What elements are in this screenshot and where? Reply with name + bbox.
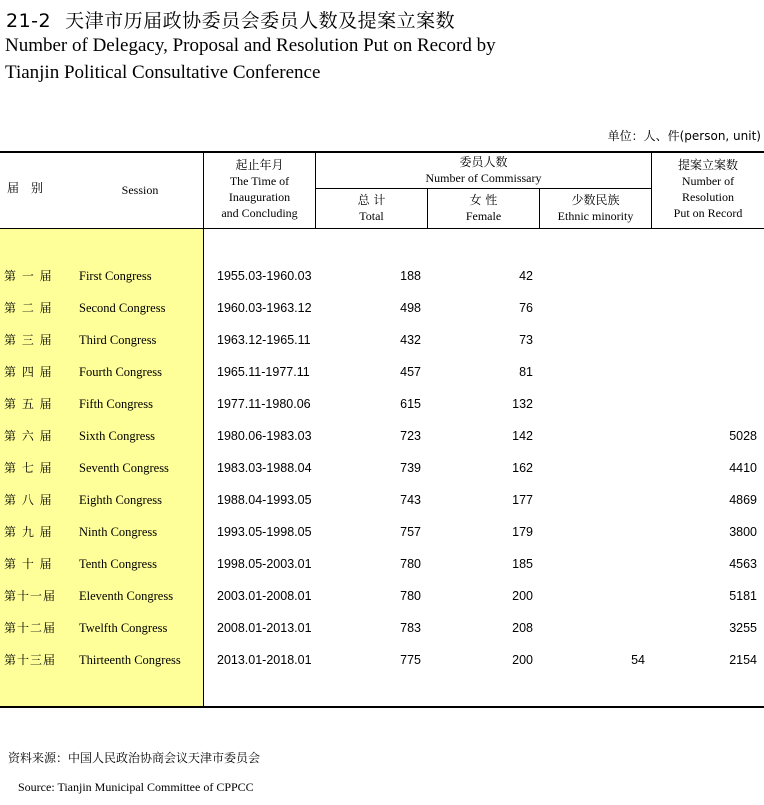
table-row [0,522,764,542]
session-en: Second Congress [79,301,166,315]
session-cn: 第 九 届 [4,525,53,539]
session-cn: 第 五 届 [4,397,53,411]
table-bottom-border [0,706,764,708]
total-value: 739 [400,461,421,475]
total-value: 783 [400,621,421,635]
session-en: First Congress [79,269,152,283]
session-cn: 第 八 届 [4,493,53,507]
session-cn: 第 一 届 [4,269,53,283]
resolution-value: 3255 [729,621,757,635]
header-bottom-line [0,228,764,229]
table-number: 21-2 [6,10,52,32]
female-value: 177 [512,493,533,507]
table-row [0,266,764,286]
total-value: 723 [400,429,421,443]
total-value: 780 [400,589,421,603]
session-cn: 第十一届 [4,589,57,603]
header-resolution: 提案立案数 Number of Resolution Put on Record [673,158,743,220]
session-en: Eleventh Congress [79,589,174,603]
total-value: 188 [400,269,421,283]
total-value: 615 [400,397,421,411]
session-en: Seventh Congress [79,461,169,475]
female-value: 42 [519,269,533,283]
table-row [0,330,764,350]
female-value: 179 [512,525,533,539]
session-en: Fifth Congress [79,397,153,411]
header-commissary: 委员人数 Number of Commissary [425,155,542,185]
page-title-cn [6,6,455,33]
female-value: 142 [512,429,533,443]
session-en: Thirteenth Congress [79,653,181,667]
female-value: 162 [512,461,533,475]
female-value: 200 [512,589,533,603]
session-cn: 第 七 届 [4,461,53,475]
session-en: Twelfth Congress [79,621,168,635]
table-row [0,362,764,382]
session-time: 1980.06-1983.03 [217,429,312,443]
commissary-subheader-line [315,188,652,189]
table-top-border [0,151,764,153]
total-value: 743 [400,493,421,507]
female-value: 200 [512,653,533,667]
source-note-en: Source: Tianjin Municipal Committee of CPPCC [18,780,254,794]
session-time: 1977.11-1980.06 [217,397,311,411]
header-female: 女 性 Female [465,193,502,223]
session-cn: 第十三届 [4,653,57,667]
title-cn-text: 天津市历届政协委员会委员人数及提案立案数 [65,10,456,32]
resolution-value: 4563 [729,557,757,571]
header-session-cn: 届 别 [6,181,43,195]
ethnic-value: 54 [631,653,645,667]
table-row [0,650,764,670]
page-title-en-line1: Number of Delegacy, Proposal and Resolution Put on Record by [5,35,496,56]
table-row [0,618,764,638]
total-value: 780 [400,557,421,571]
resolution-value: 4869 [729,493,757,507]
session-time: 1963.12-1965.11 [217,333,311,347]
table-row [0,554,764,574]
resolution-value: 3800 [729,525,757,539]
session-en: Tenth Congress [79,557,157,571]
session-en: Sixth Congress [79,429,156,443]
total-value: 432 [400,333,421,347]
unit-label: 单位：人、件(person, unit) [607,129,761,143]
session-time: 1988.04-1993.05 [217,493,312,507]
session-time: 2013.01-2018.01 [217,653,312,667]
source-note-cn: 资料来源：中国人民政治协商会议天津市委员会 [8,751,261,765]
session-cn: 第 十 届 [4,557,53,571]
data-table [0,151,764,708]
session-time: 1955.03-1960.03 [217,269,312,283]
session-en: Ninth Congress [79,525,158,539]
total-value: 498 [400,301,421,315]
session-en: Fourth Congress [79,365,162,379]
female-value: 208 [512,621,533,635]
header-time: 起止年月 The Time of Inauguration and Concluding [221,158,298,220]
session-time: 1965.11-1977.11 [217,365,310,379]
resolution-value: 5181 [729,589,757,603]
resolution-value: 5028 [729,429,757,443]
session-cn: 第 二 届 [4,301,53,315]
header-total: 总 计 Total [357,193,386,223]
header-ethnic: 少数民族 Ethnic minority [557,193,634,223]
table-row [0,458,764,478]
session-time: 2008.01-2013.01 [217,621,312,635]
table-row [0,394,764,414]
session-cn: 第 六 届 [4,429,53,443]
total-value: 775 [400,653,421,667]
session-time: 1960.03-1963.12 [217,301,312,315]
session-time: 2003.01-2008.01 [217,589,312,603]
page-title-en-line2: Tianjin Political Consultative Conference [5,62,321,83]
session-en: Eighth Congress [79,493,162,507]
session-time: 1993.05-1998.05 [217,525,312,539]
table-row [0,426,764,446]
header-session-en: Session [121,183,159,197]
female-value: 73 [519,333,533,347]
table-row [0,586,764,606]
table-row [0,490,764,510]
resolution-value: 2154 [729,653,757,667]
total-value: 457 [400,365,421,379]
female-value: 76 [519,301,533,315]
session-time: 1998.05-2003.01 [217,557,312,571]
table-row [0,298,764,318]
session-cn: 第 三 届 [4,333,53,347]
session-cn: 第 四 届 [4,365,53,379]
session-cn: 第十二届 [4,621,57,635]
session-en: Third Congress [79,333,157,347]
total-value: 757 [400,525,421,539]
female-value: 132 [512,397,533,411]
resolution-value: 4410 [729,461,757,475]
session-time: 1983.03-1988.04 [217,461,312,475]
female-value: 81 [519,365,533,379]
female-value: 185 [512,557,533,571]
